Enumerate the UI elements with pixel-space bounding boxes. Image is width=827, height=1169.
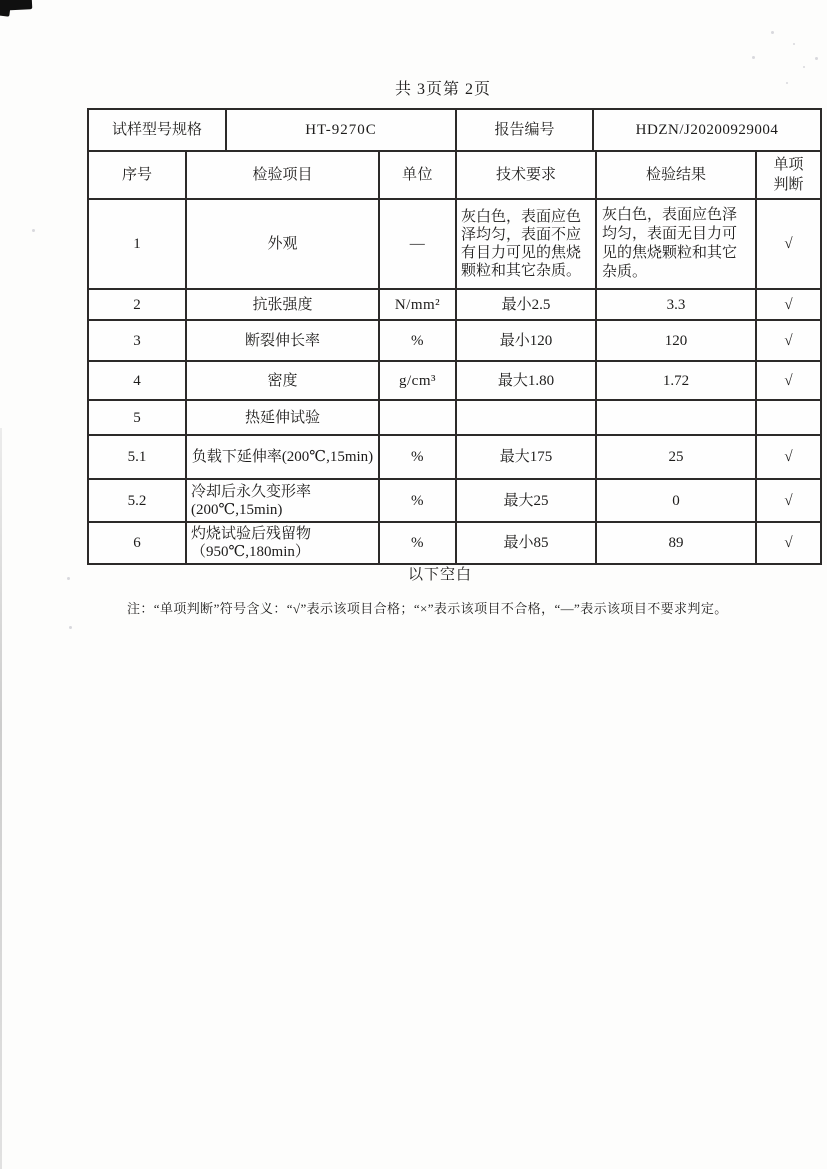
col-header-result: 检验结果 <box>595 152 755 198</box>
cell-item: 外观 <box>185 200 378 288</box>
cell-unit: % <box>378 523 455 563</box>
cell-result: 0 <box>595 480 755 521</box>
cell-no: 3 <box>133 332 141 349</box>
cell-item: 负载下延伸率(200℃,15min) <box>185 436 378 478</box>
col-header-judgment <box>755 152 820 198</box>
cell-no: 2 <box>133 296 141 313</box>
cell-item: 抗张强度 <box>185 290 378 319</box>
table-row <box>89 434 820 478</box>
cell-unit: N/mm² <box>378 290 455 319</box>
cell-judgment <box>755 401 820 434</box>
scan-artifact-corner-mark <box>0 3 11 16</box>
cell-judgment: √ <box>755 436 820 478</box>
cell-no: 6 <box>133 535 141 551</box>
cell-item: 密度 <box>185 362 378 399</box>
below-table-note: 以下空白 <box>407 567 472 583</box>
scan-speck <box>815 57 818 60</box>
col-header-judgment-label: 单项判断 <box>773 157 804 193</box>
cell-judgment: √ <box>755 290 820 319</box>
col-header-item: 检验项目 <box>185 152 378 198</box>
table-header-row <box>89 150 820 198</box>
cell-unit: g/cm³ <box>378 362 455 399</box>
cell-item: 断裂伸长率 <box>185 321 378 360</box>
report-number-value: HDZN/J20200929004 <box>592 110 820 150</box>
page-indicator: 共 3页第 2页 <box>394 81 491 98</box>
cell-no: 5 <box>133 409 141 426</box>
cell-unit: % <box>378 436 455 478</box>
table-row <box>89 399 820 434</box>
table-row <box>89 478 820 521</box>
cell-judgment: √ <box>755 321 820 360</box>
cell-result: 1.72 <box>595 362 755 399</box>
scan-speck <box>32 229 35 232</box>
inspection-report-table <box>87 108 822 565</box>
cell-requirement <box>455 401 595 434</box>
scan-speck <box>752 56 755 59</box>
cell-no: 4 <box>133 372 141 389</box>
judgment-symbols-footnote: 注：“单项判断”符号含义：“√”表示该项目合格；“×”表示该项目不合格，“—”表示该项目不要求判定。 <box>127 601 728 616</box>
scan-artifact-edge-line <box>0 428 2 1169</box>
cell-result <box>595 401 755 434</box>
cell-requirement: 最大175 <box>455 436 595 478</box>
cell-unit <box>378 401 455 434</box>
cell-requirement: 最小120 <box>455 321 595 360</box>
col-header-unit: 单位 <box>378 152 455 198</box>
cell-result: 灰白色，表面应色泽均匀，表面无目力可见的焦烧颗粒和其它杂质。 <box>595 200 755 288</box>
cell-result: 3.3 <box>595 290 755 319</box>
cell-judgment: √ <box>755 200 820 288</box>
sample-model-label: 试样型号规格 <box>111 122 202 138</box>
scan-speck <box>793 43 795 45</box>
sample-model-value: HT-9270C <box>225 110 455 150</box>
report-number-label: 报告编号 <box>455 110 592 150</box>
cell-unit: % <box>378 321 455 360</box>
scan-speck <box>67 577 70 580</box>
cell-item: 冷却后永久变形率 (200℃,15min) <box>185 480 378 521</box>
table-row <box>89 360 820 399</box>
info-row <box>89 110 820 150</box>
cell-item: 灼烧试验后残留物 （950℃,180min） <box>185 523 378 563</box>
cell-judgment: √ <box>755 480 820 521</box>
scan-speck <box>771 31 774 34</box>
cell-judgment: √ <box>755 362 820 399</box>
table-row <box>89 288 820 319</box>
cell-result: 25 <box>595 436 755 478</box>
cell-judgment: √ <box>755 523 820 563</box>
table-row <box>89 319 820 360</box>
table-row <box>89 198 820 288</box>
cell-item: 热延伸试验 <box>185 401 378 434</box>
cell-requirement: 灰白色，表面应色泽均匀，表面不应有目力可见的焦烧颗粒和其它杂质。 <box>455 200 595 288</box>
cell-requirement: 最小2.5 <box>455 290 595 319</box>
cell-result: 120 <box>595 321 755 360</box>
table-row <box>89 521 820 563</box>
col-header-requirement: 技术要求 <box>455 152 595 198</box>
cell-requirement: 最小85 <box>455 523 595 563</box>
cell-result: 89 <box>595 523 755 563</box>
cell-no: 5.1 <box>127 449 147 465</box>
scan-speck <box>803 66 805 68</box>
cell-no: 5.2 <box>127 492 147 509</box>
cell-unit: — <box>378 200 455 288</box>
cell-unit: % <box>378 480 455 521</box>
cell-requirement: 最大1.80 <box>455 362 595 399</box>
scan-speck <box>69 626 72 629</box>
cell-no: 1 <box>133 236 141 252</box>
col-header-no: 序号 <box>121 167 152 183</box>
cell-requirement: 最大25 <box>455 480 595 521</box>
